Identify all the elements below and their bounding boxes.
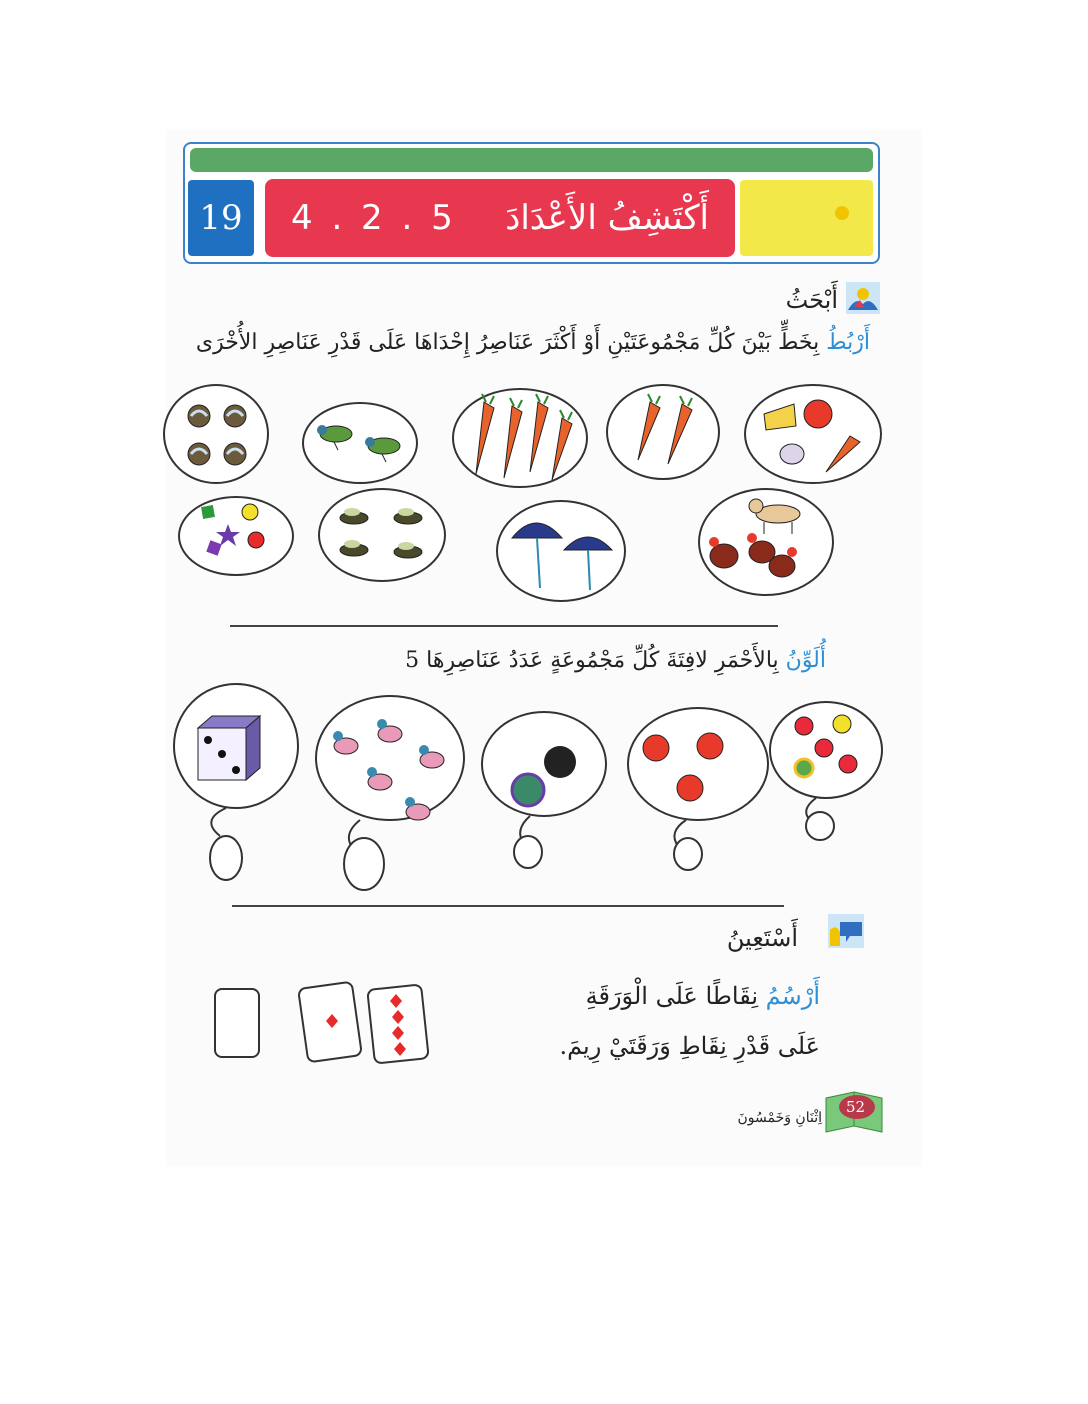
carrot-icon [530,394,548,472]
bird-icon [317,425,352,450]
two-carrots-drawing [624,396,704,466]
color-label-target [514,836,542,868]
red-diamond-icon [392,1026,404,1040]
ducks-drawing [328,716,452,830]
red-diamond-icon [326,1014,338,1028]
lesson-title: أَكْتَشِفُ الأَعْدَادَ [505,198,709,238]
red-circle-icon [248,532,264,548]
fly-icon [394,542,422,558]
explore-keyword: أَرْبُطُ [826,330,870,355]
yellow-circle-icon [242,504,258,520]
carrot-icon [826,436,860,472]
tomato-icon [697,733,723,759]
five-balls-drawing [790,712,862,784]
four-carrots-drawing [466,398,576,480]
marbles-drawing [183,398,253,474]
header-yellow-box [740,180,873,256]
apply-line1-text: نِقَاطًا عَلَى الْوَرَقَةِ [585,982,759,1010]
multicolor-ball-icon [795,759,813,777]
tomato-icon [643,735,669,761]
carrot-icon [476,394,494,474]
tomato-icon [804,400,832,428]
duck-icon [333,731,358,754]
apply-heading: أَسْتَعِينُ [726,924,798,952]
purple-star-icon [216,524,240,546]
marble-icon [224,443,246,465]
carrot-icon [552,410,572,480]
yellow-ball-icon [833,715,851,733]
lesson-number: 19 [188,180,254,256]
umbrellas-drawing [510,512,616,592]
apply-keyword: أَرْسُمُ [765,982,820,1010]
section-number: 4 . 2 . 5 [291,198,457,238]
card-four-dots-diamonds [390,994,406,1056]
color-label-target [806,812,834,840]
three-tomatoes-drawing [638,730,730,806]
duck-icon [419,745,444,768]
apply-instruction-line2: عَلَى قَدْرِ نِقَاطِ وَرَقَتَيْ رِيمَ. [559,1032,820,1060]
fly-icon [394,508,422,524]
tomato-icon [677,775,703,801]
marble-icon [188,405,210,427]
green-square-icon [201,505,215,519]
black-ball-icon [544,746,576,778]
blank-card[interactable] [214,988,260,1058]
carrot-icon [504,398,522,478]
marble-icon [224,405,246,427]
color-label-target [210,836,242,880]
divider-line [230,625,778,627]
explore-instruction-text: بِخَطٍّ بَيْنَ كُلِّ مَجْمُوعَتَيْنِ أَوْ أَكْثَرَ عَنَاصِرُ إِحْدَاهَا عَلَى قَدْرِ عَنَاصِرِ الأُخْرَى [195,330,820,355]
fly-icon [340,508,368,524]
rooster-icon [747,533,775,563]
fly-icon [340,540,368,556]
explore-heading: أَبْحَثُ [785,286,838,314]
apply-instruction-line1 [586,982,820,1010]
color-keyword: أُلَوِّنُ [785,648,826,673]
shapes-drawing [196,502,276,564]
purple-square-icon [206,540,221,555]
garlic-icon [780,444,804,464]
umbrella-icon [564,537,612,590]
page-number: 52 [846,1098,866,1116]
cheese-icon [764,404,796,430]
color-label-target [674,838,702,870]
red-diamond-icon [392,1010,404,1024]
dice-icon [198,716,260,780]
roosters-dog-drawing [702,490,830,590]
two-balls-drawing [506,742,582,812]
dice-drawing [196,714,266,784]
birds-drawing [314,418,410,466]
color-instruction-text: بِالأَحْمَرِ لافِتَةَ كُلِّ مَجْمُوعَةٍ عَدَدُ عَنَاصِرِهَا 5 [405,648,779,673]
striped-ball-icon [512,774,544,806]
red-ball-icon [839,755,857,773]
color-label-target [344,838,384,890]
umbrella-icon [512,523,562,588]
page-number-words: اِثْنَانِ وَخَمْسُونَ [737,1110,822,1126]
lesson-title-box [265,179,735,257]
red-diamond-icon [390,994,402,1008]
bird-icon [365,437,400,462]
red-diamond-icon [394,1042,406,1056]
explore-icon [846,282,880,314]
color-instruction [405,648,826,673]
red-ball-icon [815,739,833,757]
apply-icon [828,914,864,948]
flies-drawing [334,504,434,566]
yellow-dot-icon [835,206,849,220]
divider-line [232,905,784,907]
carrot-icon [638,394,660,460]
duck-icon [367,767,392,790]
dog-icon [749,499,800,534]
duck-icon [405,797,430,820]
rooster-icon [709,537,738,568]
duck-icon [377,719,402,742]
card-one-dot-diamond [326,1014,338,1028]
red-ball-icon [795,717,813,735]
mixed-food-drawing [762,396,866,476]
header-green-bar [190,148,873,172]
carrot-icon [668,396,692,464]
explore-instruction [196,330,870,355]
marble-icon [188,443,210,465]
